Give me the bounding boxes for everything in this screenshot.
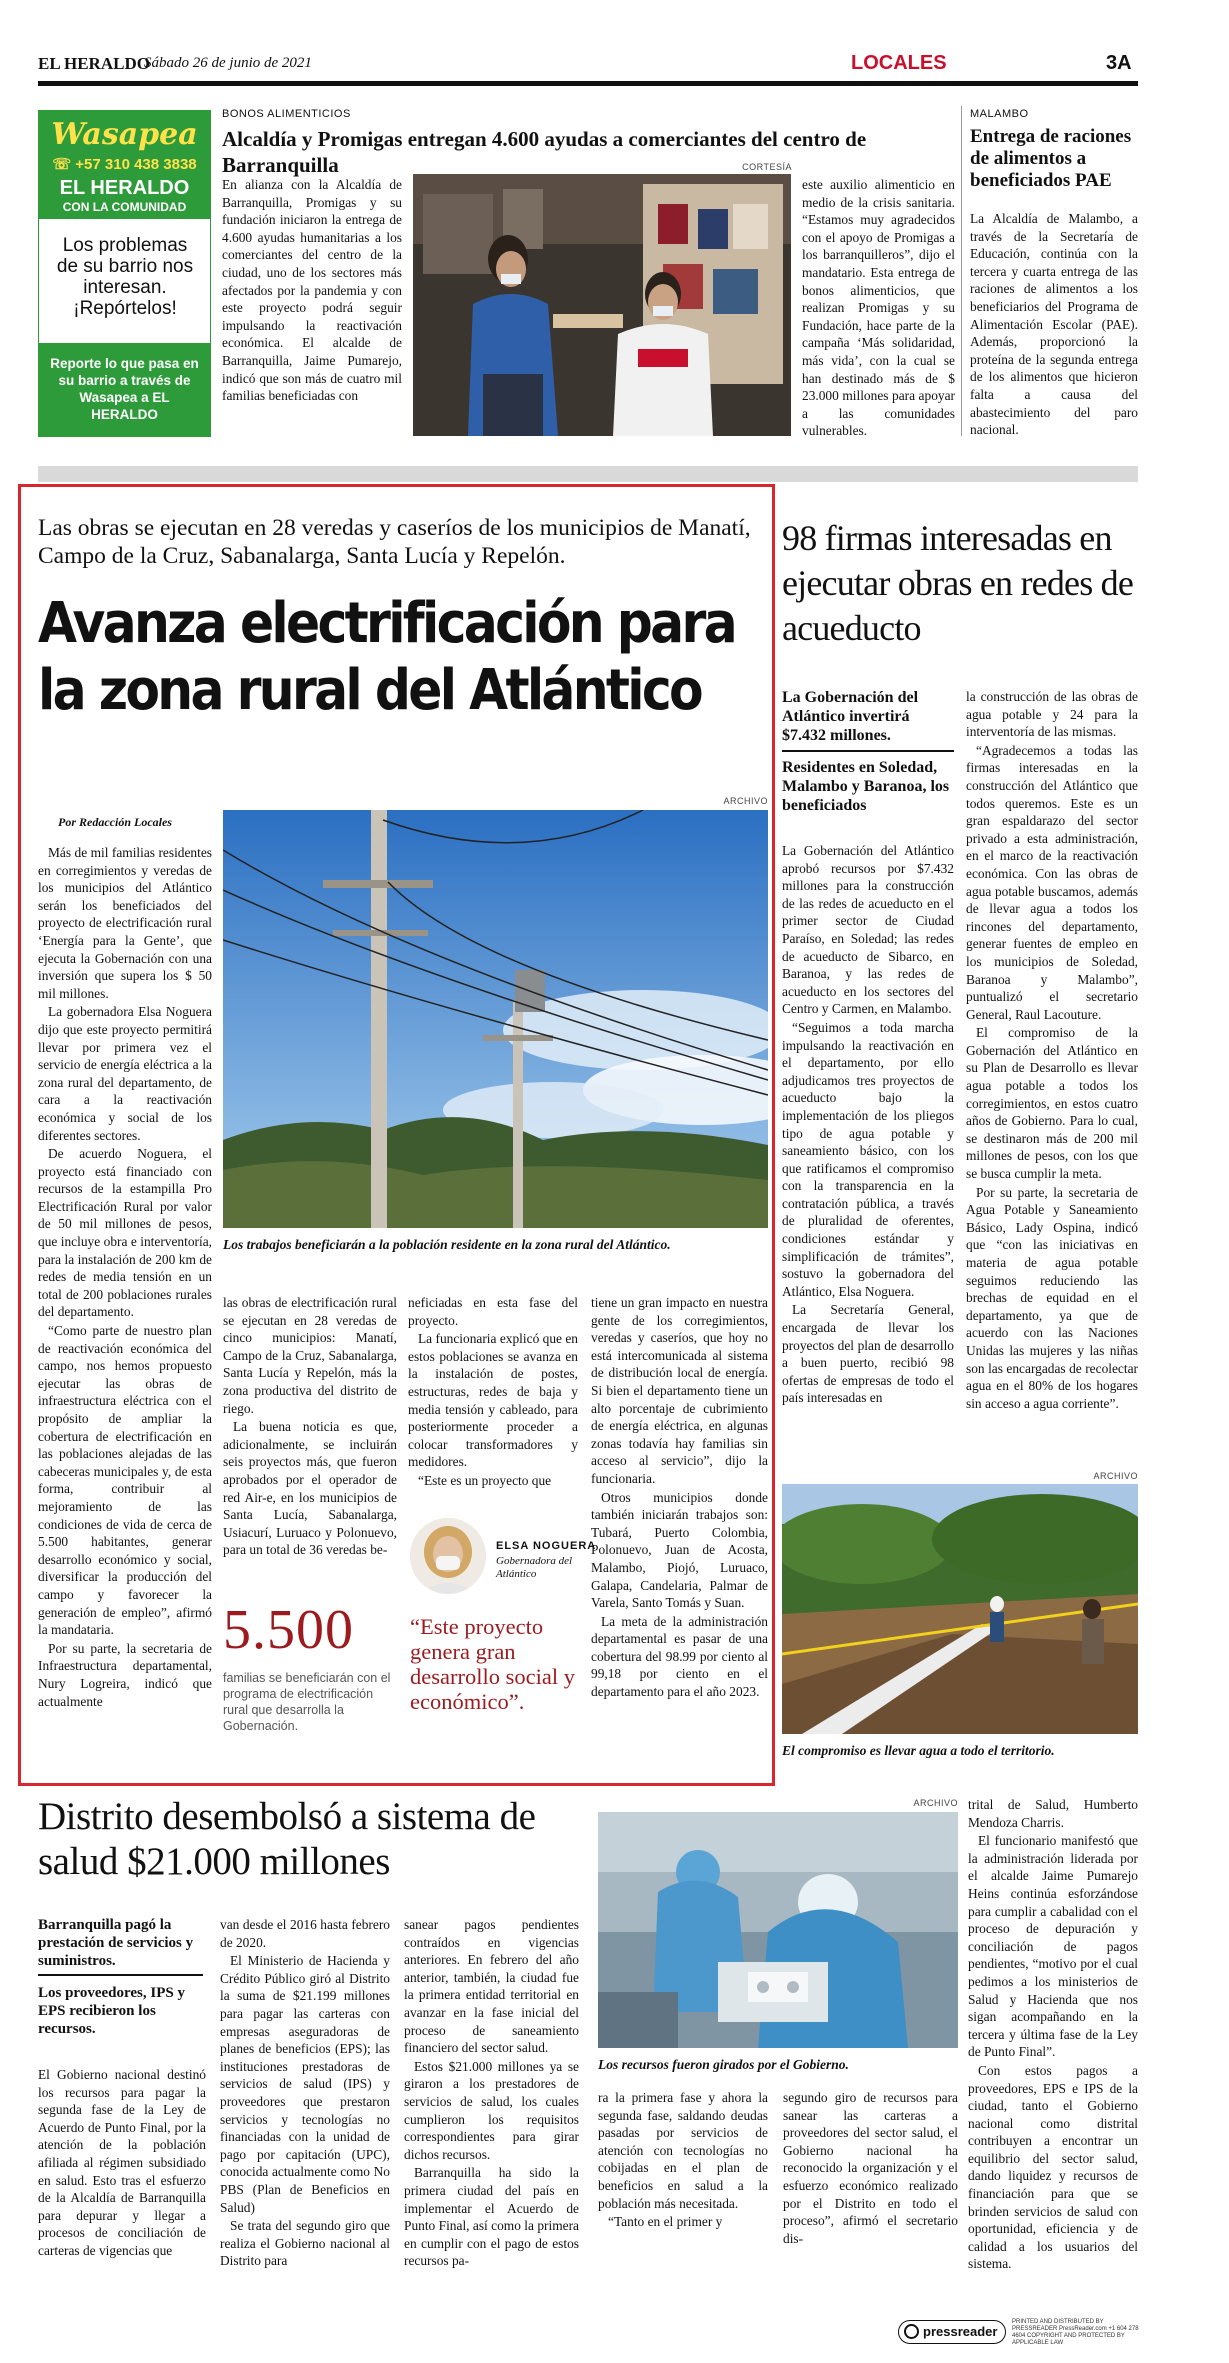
salud-col2 [220,1916,390,2270]
salud-col5 [783,2089,958,2247]
paragraph: Por su parte, la secretaria de Infraestructura departamental, Nury Logreira, indicó que actualmente [38,1640,212,1709]
bonos-col2: este auxilio alimenticio en medio de la crisis sanitaria. “Estamos muy agradecidos con el apoyo de Promigas a los barranquilleros”, dijo el mandatario. Esta entrega de bonos alimenticios, que realizan Promigas y su Fundación, hace parte de la campaña ‘Más solidaridad, más vida’, con la cual se han destinado más de $ 23.000 millones para apoyar a las comunidades vulnerables. [802,177,955,439]
paragraph: La gobernadora Elsa Noguera dijo que este proyecto permitirá llevar por primera vez el servicio de energía eléctrica a la zona rural del departamento, de cara a la reactivación económica y social de los diferentes sectores. [38,1004,212,1143]
paragraph: neficiadas en esta fase del proyecto. [408,1295,578,1328]
bonos-kicker: BONOS ALIMENTICIOS [222,108,351,120]
paragraph: van desde el 2016 hasta febrero de 2020. [220,1917,390,1950]
pressreader-notice: PRINTED AND DISTRIBUTED BY PRESSREADER PressReader.com +1 604 278 4604 COPYRIGHT AND PROTECTED BY APPLICABLE LAW [1012,2319,1139,2346]
electrificacion-byline: Por Redacción Locales [58,815,172,829]
ad-cta-box [39,343,210,436]
paragraph: De acuerdo Noguera, el proyecto está financiado con recursos de la estampilla Pro Electrificación Rural por valor de 50 mil millones de pesos, que incluye obra e interventoría, para la instalación de 200 km de redes de media tensión en un total de 200 poblaciones rurales del departamento. [38,1146,212,1320]
stat-number: 5.500 [223,1599,354,1661]
bonos-credit: CORTESÍA [742,162,792,172]
paragraph: segundo giro de recursos para sanear las carteras a proveedores del sector salud, el Gobierno nacional ha reconocido la organización y el esfuerzo económico realizado por el Distrito en todo el proceso”, afirmó el secretario dis- [783,2090,958,2246]
acueducto-sub-rule [782,750,954,752]
ad-message: Los problemas de su barrio nos interesan. ¡Repórtelos! [56,235,194,319]
salud-caption: Los recursos fueron girados por el Gobierno. [598,2057,849,2072]
salud-credit: ARCHIVO [913,1798,958,1808]
acueducto-sub2: Residentes en Soledad, Malambo y Baranoa, los beneficiados [782,759,950,814]
noguera-portrait [410,1518,486,1594]
electrificacion-credit: ARCHIVO [723,796,768,806]
wasapea-ad[interactable] [38,110,211,437]
pressreader-icon [904,2324,919,2339]
paragraph: “Agradecemos a todas las firmas interesadas en la construcción del Atlántico que todos queremos. Este es un gran espaldarazo del sector privado a esta administración, en el marco de la reactivación económica. Con las obras de agua potable buscamos, además de llevar agua a todos los rincones del departamento, generar fuentes de empleo en los municipios de Soledad, Baranoa y Malambo”, puntualizó el secretario General, Raul Lacouture. [966,742,1138,1022]
paragraph: Barranquilla ha sido la primera ciudad del país en implementar el Acuerdo de Punto Final, así como la primera en cumplir con el pago de estos recursos pa- [404,2165,579,2269]
ad-phone [39,155,210,173]
bonos-photo [413,174,791,436]
paragraph: “Seguimos a toda marcha impulsando la reactivación en el departamento, por ello adjudicamos tres proyectos de acueducto bajo la implementación de los pliegos tipo de agua potable y saneamiento básico, con los que ratificamos el compromiso con la transparencia en la contratación pública, a través de pluralidad de oferentes, condiciones estándar y simplificación de trámites”, sostuvo la gobernadora del Atlántico, Elsa Noguera. [782,1019,954,1299]
noguera-portrait-image [410,1518,486,1594]
electrificacion-caption: Los trabajos beneficiarán a la población residente en la zona rural del Atlántico. [223,1237,671,1252]
paragraph: “Como parte de nuestro plan de reactivación económica del campo, nos hemos propuesto ejecutar las obras de infraestructura eléctrica con el propósito de ampliar la cobertura de electrificación en las poblaciones alejadas de las cabeceras municipales y, de esta forma, contribuir al mejoramiento de las condiciones de vida de cerca de 5.500 habitantes, generar desarrollo económico y social, diversificar la producción del campo y favorecer la generación de empleo”, afirmó la mandataria. [38,1323,212,1638]
paragraph: Se trata del segundo giro que realiza el Gobierno nacional al Distrito para [220,2218,390,2269]
acueducto-headline: 98 firmas interesadas en ejecutar obras en redes de acueducto [782,518,1133,648]
acueducto-col1 [782,842,954,1407]
paragraph: Estos $21.000 millones ya se giraron a los prestadores de servicios de salud, los cuales cumplieron los requisitos correspondientes para girar dichos recursos. [404,2058,579,2162]
paragraph: El funcionario manifestó que la administración liderada por el alcalde Jaime Pumarejo Heins continúa esforzándose para cumplir a cabalidad con el proceso de depuración y conciliación de pagos pendientes, “motivo por el cual pedimos a los ministerios de Salud y Hacienda que nos sigan acompañando en la tercera y última fase de la Ley de Punto Final”. [968,1833,1138,2060]
paragraph: La Gobernación del Atlántico aprobó recursos por $7.432 millones para la construcción de las redes de acueducto en el primer sector de Ciudad Paraíso, en Soledad; las redes de acueducto de Sibarco, en Baranoa, y las redes de acueducto en los sectores del Centro y Carmen, en Malambo. [782,843,954,1017]
power-lines-image [223,810,768,1228]
paragraph: El compromiso de la Gobernación del Atlántico en su Plan de Desarrollo es llevar agua potable a todos los corregimientos, en estos cuatro años de Gobierno. Para lo cual, se destinaron más de 200 mil millones de pesos, con los que se busca cumplir la meta. [966,1025,1138,1182]
pressreader-footer[interactable] [898,2318,1140,2346]
bonos-photo-image [413,174,791,436]
paragraph: la construcción de las obras de agua potable y 24 para la interventoría de las mismas. [966,689,1138,740]
paragraph: La buena noticia es que, adicionalmente, se incluirán seis proyectos más, que fueron aprobados por el operador de red Air-e, en los municipios de Santa Lucía, Sabanalarga, Usiacurí, Luruaco y Polonuevo, para un total de 36 veredas be- [223,1419,397,1558]
section-band [38,466,1138,482]
paragraph: Otros municipios donde también iniciarán trabajos son: Tubará, Puerto Colombia, Polonuevo, Juan de Acosta, Malambo, Piojó, Luruaco, Galapa, Candelaria, Palmar de Varela, Santo Tomás y Suan. [591,1489,768,1611]
acueducto-credit: ARCHIVO [1093,1471,1138,1481]
salud-col1 [38,2066,206,2260]
paragraph: trital de Salud, Humberto Mendoza Charris. [968,1797,1138,1830]
paper-name: EL HERALDO [38,54,150,73]
acueducto-caption: El compromiso es llevar agua a todo el territorio. [782,1743,1055,1758]
salud-sub1: Barranquilla pagó la prestación de servicios y suministros. [38,1917,194,1969]
paragraph: tiene un gran impacto en nuestra gente de los corregimientos, veredas y caseríos, que hoy no está intercomunicada al sistema de distribución local de energía. Si bien el departamento tiene un alto porcentaje de cubrimiento de energía eléctrica, en algunas zonas todavía hay familias sin acceso al servicio”, dijo la funcionaria. [591,1295,768,1486]
trench-works-image [782,1484,1138,1734]
issue-date: Sábado 26 de junio de 2021 [144,55,312,71]
acueducto-sub1: La Gobernación del Atlántico invertirá $7.432 millones. [782,689,919,744]
malambo-article [970,106,1138,436]
electrificacion-headline: Avanza electrificación para la zona rural del Atlántico [38,591,735,723]
paragraph: las obras de electrificación rural se ejecutan en 28 veredas de cinco municipios: Manatí, Campo de la Cruz, Sabanalarga, Santa Lucía y Repelón, más la zona productiva del distrito de riego. [223,1295,397,1416]
ad-brand: Wasapea [51,117,198,152]
paragraph: La Secretaría General, encargada de llevar los proyectos del plan de desarrollo a buen puerto, recibió 98 ofertas de empresas de todo el país interesadas en [782,1302,954,1406]
quote-role: Gobernadora del Atlántico [496,1555,573,1580]
paragraph: Por su parte, la secretaria de Agua Potable y Saneamiento Básico, Lady Ospina, indicó que “con las iniciativas en materia de agua potable seguimos reduciendo las brechas de equidad en el departamento, ya que de acuerdo con las Naciones Unidas las mujeres y las niñas son las encargadas de recolectar agua en el 80% de los hogares sin acceso a agua corriente”. [966,1184,1138,1411]
malambo-body: La Alcaldía de Malambo, a través de la Secretaría de Educación, continúa con la tercera y cuarta entrega de las raciones de alimentos a los beneficiarios del Programa de Alimentación Escolar (PAE). Además, proporcionó la proteína de la segunda entrega de los alimentos que hicieron falta a causa del abastecimiento del paro nacional. [970,211,1138,438]
electrificacion-col1 [38,844,212,1710]
masthead-rule [38,81,1138,86]
pull-quote: “Este proyecto genera gran desarrollo social y económico”. [410,1614,575,1714]
pressreader-brand: pressreader [923,2324,998,2339]
paragraph: sanear pagos pendientes contraídos en vigencias anteriores. En febrero del año anterior, también, la ciudad fue la primera entidad territorial en avanzar en la fase inicial del proceso de saneamiento financiero del sector salud. [404,1917,579,2056]
malambo-headline: Entrega de raciones de alimentos a beneficiados PAE [970,126,1132,191]
divider-bonos-malambo [961,106,962,436]
electrificacion-photo [223,810,768,1228]
acueducto-col2 [966,688,1138,1412]
salud-col6 [968,1796,1138,2273]
ad-phone-number: +57 310 438 3838 [75,156,197,173]
bonos-article [222,106,955,439]
hospital-image [598,1812,958,2048]
paragraph: “Tanto en el primer y [608,2214,723,2230]
paragraph: ra la primera fase y ahora la segunda fase, saldando deudas pasadas por servicios de atención con tecnologías no cobijadas en el plan de beneficios en salud a la población más necesitada. [598,2090,768,2211]
salud-headline: Distrito desembolsó a sistema de salud $21.000 millones [38,1795,536,1883]
salud-sub2: Los proveedores, IPS y EPS recibieron los recursos. [38,1985,185,2037]
bonos-col1: En alianza con la Alcaldía de Barranquilla, Promigas y su fundación iniciaron la entrega de 4.600 ayudas humanitarias a los comerciantes del centro de la ciudad, uno de los sectores más afectados por la pandemia y con este proyecto podrá seguir impulsando la reactivación económica. El alcalde de Barranquilla, Jaime Pumarejo, indicó que son más de cuatro mil familias beneficiadas con [222,177,402,404]
electrificacion-article [38,514,768,1774]
malambo-kicker: MALAMBO [970,108,1029,120]
salud-col3 [404,1916,579,2270]
salud-sub-rule [38,1974,203,1976]
quote-name: ELSA NOGUERA [496,1540,597,1552]
paragraph: El Gobierno nacional destinó los recursos para pagar la segunda fase de la Ley de Acuerdo de Punto Final, por la atención de la población afiliada al régimen subsidiado en salud. Esto tras el esfuerzo de la Alcaldía de Barranquilla para depurar y llegar a procesos de conciliación de carteras de vigencias que [38,2067,206,2258]
ad-header [39,111,210,219]
acueducto-photo [782,1484,1138,1734]
bonos-headline: Alcaldía y Promigas entregan 4.600 ayudas a comerciantes del centro de Barranquilla [222,127,867,177]
paragraph: “Este es un proyecto que [418,1472,552,1488]
paragraph: Más de mil familias residentes en corregimientos y veredas de los municipios del Atlántico serán los beneficiados del proyecto de electrificación rural ‘Energía para la Gente’, que ejecuta la Gobernación con una inversión que supera los $ 50 mil millones. [38,845,212,1001]
electrificacion-col2 [223,1294,397,1559]
electrificacion-col4 [591,1294,768,1701]
masthead [38,52,1138,78]
paragraph: La meta de la administración departamental es pasar de una cobertura del 98.99 por ciento al 99,18 por ciento en el departamento para el año 2023. [591,1613,768,1700]
section-name: LOCALES [851,52,947,74]
salud-article [38,1794,1138,2314]
paragraph: El Ministerio de Hacienda y Crédito Público giró al Distrito la suma de $21.199 millones para pagar las carteras con empresas aseguradoras de planes de beneficios (EPS); las instituciones prestadoras de servicios de salud (IPS) y proveedores que prestaron servicios y tecnologías no financiadas con la unidad de pago por capitación (UPC), conocida actualmente como No PBS (Plan de Beneficios en Salud) [220,1953,390,2215]
ad-tagline: CON LA COMUNIDAD [62,200,187,214]
paragraph: Con estos pagos a proveedores, EPS e IPS de la ciudad, tanto el Gobierno nacional como distrital contribuyen a encontrar un equilibrio del sector salud, dando liquidez y recursos de financiación para que se brinden servicios de salud con oportunidad, eficiencia y de calidad a los usuarios del sistema. [968,2062,1138,2272]
acueducto-article [782,516,1138,1784]
electrificacion-col3 [408,1294,578,1490]
stat-text: familias se beneficiarán con el programa de electrificación rural que desarrolla la Gobernación. [223,1671,391,1733]
salud-photo [598,1812,958,2048]
electrificacion-deck: Las obras se ejecutan en 28 veredas y caseríos de los municipios de Manatí, Campo de la Cruz, Sabanalarga, Santa Lucía y Repelón. [38,515,751,569]
salud-col4 [598,2089,768,2231]
paragraph: La funcionaria explicó que en estos poblaciones se avanza en la instalación de postes, estructuras, redes de baja y media tensión y cableado, para posteriormente proceder a colocar transformadores y medidores. [408,1331,578,1470]
page-number: 3A [1106,52,1132,74]
pressreader-logo [898,2320,1006,2344]
ad-cta: Reporte lo que pasa en su barrio a través de Wasapea a EL HERALDO [50,356,199,422]
whatsapp-icon: ☏ [52,156,76,173]
ad-paper: EL HERALDO [59,177,190,199]
